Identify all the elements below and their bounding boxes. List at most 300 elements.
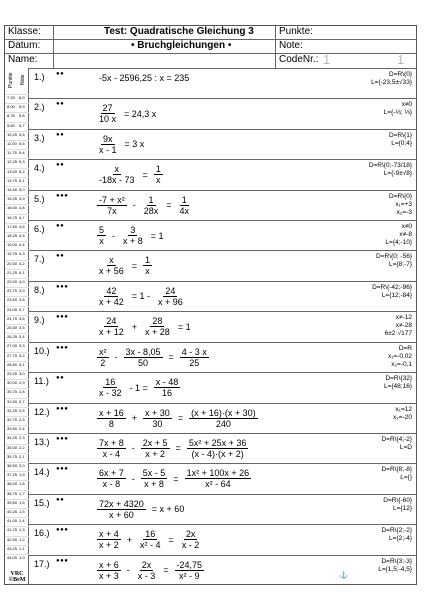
denominator: x - 4 (102, 448, 121, 459)
scale-points: 12,25 (7, 159, 18, 165)
fraction (97, 377, 124, 398)
scale-points: 11,75 (7, 150, 17, 156)
note-label: Note: (279, 40, 303, 51)
fraction (97, 468, 126, 489)
numerator: x + 30 (145, 407, 170, 418)
difficulty-dots: ●● (56, 162, 65, 169)
grading-scale-row (5, 416, 29, 424)
equation-text: + (131, 413, 138, 424)
fraction (189, 408, 258, 429)
answer-key (389, 132, 412, 148)
grading-scale-row (5, 195, 29, 203)
problem-row (29, 524, 416, 554)
grading-scale-row (5, 324, 29, 332)
problem-number: 1.) (34, 72, 45, 82)
numerator: 1 (155, 164, 161, 175)
problem-row (29, 403, 416, 433)
numerator: x² (99, 346, 107, 357)
fraction (97, 255, 126, 276)
denominator: x (145, 266, 150, 277)
fraction (178, 195, 192, 216)
header-row-3 (5, 54, 416, 68)
denominator: 8 (108, 418, 114, 429)
grading-scale-row (5, 306, 29, 314)
denominator: x - 8 (102, 479, 121, 490)
fraction (138, 529, 163, 550)
grading-scale-row (5, 526, 29, 534)
equation (97, 529, 201, 550)
answer-key (371, 71, 412, 87)
scale-grade: 5,0 (19, 187, 25, 192)
scale-points: 27,00 (7, 343, 18, 349)
scale-grade: 6,0 (19, 95, 25, 100)
denominator: 25 (189, 357, 200, 368)
scale-grade: 3,4 (19, 334, 25, 340)
equation-text: - (114, 352, 118, 363)
denominator: 50 (138, 357, 149, 368)
numerator: 7x + 8 (99, 437, 124, 448)
denominator: x + 2 (145, 448, 166, 459)
scale-grade: 4,6 (19, 223, 25, 229)
fraction (143, 316, 172, 337)
grading-scale-row (5, 168, 29, 176)
equation-text: + (126, 534, 133, 545)
answer-line: D=R (398, 344, 412, 352)
fraction (154, 164, 163, 185)
denominator: 28x (143, 205, 159, 216)
answer-line: x₁=+3 (395, 200, 412, 208)
test-title: Test: Quadratische Gleichung 3 (104, 26, 254, 37)
grading-scale-row (5, 407, 29, 415)
answer-line: x₁=12 (395, 405, 412, 413)
scale-grade: 2,7 (19, 398, 25, 404)
answer-key (393, 406, 412, 422)
problem-row (29, 129, 416, 159)
equation (97, 316, 193, 337)
difficulty-dots: ●● (56, 253, 65, 260)
problem-row (29, 463, 416, 493)
scale-points: 13,00 (7, 168, 18, 174)
denominator: x + 96 (158, 296, 183, 307)
scale-points: 31,50 (7, 398, 18, 404)
equation-text: = (166, 200, 172, 211)
difficulty-dots: ●● (56, 131, 65, 138)
problem-number: 5.) (34, 193, 45, 204)
scale-points: 26,25 (7, 334, 18, 340)
problem-row (29, 159, 416, 189)
fraction (185, 468, 252, 489)
scale-grade: 3,0 (19, 371, 25, 376)
scale-points: 25,50 (7, 325, 18, 330)
scale-grade: 4,3 (19, 251, 25, 257)
grading-scale-row (5, 223, 29, 231)
grading-scale-row (5, 361, 29, 369)
grading-scale-row (5, 112, 29, 120)
denominator: 240 (215, 418, 231, 429)
numerator: 1 (148, 194, 154, 205)
grading-scale-row (5, 444, 29, 452)
answer-key (385, 223, 412, 247)
grading-scale-row (5, 287, 29, 295)
denominator: x + 42 (99, 296, 124, 307)
scale-grade: 3,9 (19, 288, 25, 294)
grading-scale-row (5, 94, 29, 102)
scale-points: 24,75 (7, 315, 18, 321)
grading-scale-row (5, 554, 29, 562)
scale-grade: 5,3 (19, 159, 25, 165)
difficulty-dots: ●● (56, 223, 65, 230)
difficulty-dots: ●●● (56, 466, 69, 473)
denominator: x + 60 (109, 509, 134, 520)
equation-text: - (126, 565, 130, 576)
numerator: 5x - 5 (142, 468, 166, 479)
grading-scale-row (5, 499, 29, 507)
scale-points: 16,75 (7, 214, 18, 220)
problem-number: 11.) (34, 376, 49, 387)
scale-points: 20,50 (7, 260, 18, 266)
numerator: 1 (145, 255, 151, 266)
answer-line: D=R\{2;-2} (381, 527, 412, 535)
equation-text: = (177, 413, 184, 424)
problem-row (29, 555, 416, 585)
answer-line: D=R\{0} (389, 71, 412, 78)
numerator: x + 4 (99, 529, 119, 540)
grading-scale-row (5, 250, 29, 258)
grading-scale-row (5, 480, 29, 488)
scale-grade: 3,5 (19, 325, 25, 330)
numerator: 72x + 4320 (99, 498, 144, 509)
scale-points: 9,50 (7, 122, 15, 128)
scale-grade: 1,8 (19, 481, 25, 487)
publisher-logo (7, 571, 27, 583)
grading-scale-row (5, 471, 29, 479)
grading-column (5, 68, 29, 585)
answer-line: L={-⅓; ⅓} (383, 109, 412, 117)
grading-scale-row (5, 388, 29, 396)
grading-scale-row (5, 508, 29, 516)
equation-text: = (175, 443, 181, 454)
scale-points: 30,75 (7, 389, 18, 395)
scale-points: 14,50 (7, 187, 18, 192)
grading-scale-row (5, 425, 29, 433)
fraction (121, 225, 145, 246)
grading-scale-row (5, 434, 29, 442)
scale-grade: 5,8 (19, 113, 25, 119)
scale-grade: 1,9 (19, 472, 25, 478)
scale-points: 41,75 (7, 527, 18, 533)
denominator: x² - 9 (179, 570, 200, 581)
equation (97, 103, 158, 124)
grading-scale-row (5, 315, 29, 323)
scale-points: 29,25 (7, 371, 18, 376)
answer-line: D=R\{8;-8} (381, 466, 412, 474)
note-column-label: Note (20, 74, 26, 86)
fraction (180, 347, 209, 368)
scale-points: 24,00 (7, 306, 18, 312)
grading-scale-row (5, 214, 29, 222)
scale-points: 34,25 (7, 435, 18, 441)
scale-grade: 4,2 (19, 260, 25, 266)
equation-text: = (163, 565, 169, 576)
equation-text: - (132, 200, 136, 211)
grading-scale-row (5, 278, 29, 286)
grading-scale-row (5, 342, 29, 350)
equation (97, 255, 152, 276)
numerator: 5 (99, 225, 105, 236)
scale-points: 22,00 (7, 279, 18, 284)
answer-line: D=R\{0;-73/18} (368, 162, 412, 170)
difficulty-dots: ●● (56, 496, 65, 503)
denominator: x - 2 (181, 540, 200, 551)
fraction (97, 164, 137, 185)
answer-key (381, 466, 412, 482)
equation-text: = (173, 473, 179, 484)
scale-grade: 2,8 (19, 389, 25, 395)
equation (97, 499, 186, 520)
answer-line: D=R\{3;-3} (381, 557, 412, 565)
header-row-2 (5, 40, 416, 54)
difficulty-dots: ●●● (56, 283, 69, 290)
difficulty-dots: ●●● (56, 314, 69, 321)
grading-scale-row (5, 517, 29, 525)
fraction (142, 195, 161, 216)
scale-points: 42,50 (7, 536, 18, 542)
problem-number: 7.) (34, 254, 45, 265)
scale-grade: 2,6 (19, 407, 25, 413)
difficulty-dots: ●●● (56, 405, 69, 412)
scale-grade: 1,3 (19, 527, 25, 533)
denominator: 4x (179, 205, 190, 216)
worksheet (4, 25, 417, 585)
difficulty-dots: ●●● (56, 192, 69, 199)
scale-points: 10,25 (7, 131, 18, 137)
answer-line: L={} (400, 474, 412, 482)
fraction (124, 347, 163, 368)
scale-points: 8,75 (7, 113, 15, 119)
scale-grade: 3,7 (19, 306, 25, 312)
fraction (143, 408, 172, 429)
scale-grade: 3,2 (19, 352, 25, 358)
anchor-icon: ⚓ (339, 572, 348, 579)
scale-grade: 4,8 (19, 205, 25, 211)
scale-points: 19,75 (7, 251, 18, 257)
numerator: 16 (145, 529, 156, 540)
equation (97, 438, 248, 459)
fraction (97, 134, 119, 155)
answer-line: x≠0 (401, 223, 412, 231)
problem-row (29, 311, 416, 341)
code-number: 1 (323, 52, 331, 67)
denominator: x + 56 (99, 266, 124, 277)
denominator: x + 8 (144, 479, 164, 490)
fraction (97, 438, 126, 459)
scale-points: 8,00 (7, 104, 15, 110)
answer-line: x₂=-20 (393, 413, 412, 421)
equation-text: - (112, 230, 116, 241)
answer-line: D=R\{4;-2} (381, 435, 412, 443)
answer-line: x≠0 (401, 101, 412, 109)
scale-grade: 3,8 (19, 297, 25, 303)
fraction (187, 438, 249, 459)
numerator: (x + 16)·(x + 30) (191, 407, 256, 418)
grading-scale-row (5, 333, 29, 341)
scale-points: 36,50 (7, 463, 18, 468)
scale-grade: 4,5 (19, 233, 25, 238)
answer-line: L={2;-4} (389, 535, 412, 543)
equation-text: + (131, 321, 138, 332)
answer-key (381, 436, 412, 452)
numerator: x + 6 (99, 559, 119, 570)
denominator: x - 1 (99, 144, 117, 155)
scale-points: 41,00 (7, 518, 18, 524)
equation-text: = x + 60 (151, 504, 185, 515)
answer-key (376, 253, 412, 269)
equation (97, 286, 185, 307)
denominator: (x - 4)·(x + 2) (191, 448, 244, 459)
fraction (97, 195, 127, 216)
denominator: 7x (107, 205, 117, 216)
fraction (97, 316, 126, 337)
grading-scale-row (5, 490, 29, 498)
header-row-1 (5, 26, 416, 40)
scale-points: 18,25 (7, 233, 18, 238)
difficulty-dots: ●● (56, 101, 65, 108)
denominator: x² - 64 (205, 479, 231, 490)
punkte-column-label: Punkte (8, 72, 14, 88)
equation (97, 560, 204, 581)
scale-points: 40,25 (7, 509, 18, 514)
fraction (97, 286, 126, 307)
scale-grade: 3,1 (19, 361, 25, 367)
problem-row (29, 494, 416, 524)
scale-grade: 4,9 (19, 196, 25, 202)
answer-key (385, 314, 412, 338)
grading-scale-row (5, 260, 29, 268)
scale-points: 22,75 (7, 288, 18, 294)
answer-line: x₂=-3 (396, 208, 412, 216)
fraction (97, 347, 109, 368)
scale-grade: 1,2 (19, 536, 25, 542)
difficulty-dots: ●●● (56, 557, 69, 564)
fraction (97, 529, 121, 550)
punkte-label: Punkte: (279, 26, 313, 37)
equation-text: = (131, 260, 138, 271)
difficulty-dots: ●●● (56, 435, 69, 442)
equation-text: = 1 (177, 321, 191, 332)
fraction (97, 560, 121, 581)
denominator: x + 3 (99, 570, 119, 581)
scale-grade: 1,1 (19, 545, 25, 551)
difficulty-dots: ●●● (56, 527, 69, 534)
denominator: 2 (100, 357, 106, 368)
scale-grade: 3,6 (19, 315, 25, 321)
numerator: -7 + x² (99, 194, 125, 205)
scale-points: 27,75 (7, 352, 18, 358)
grading-scale-row (5, 232, 29, 240)
equation (97, 164, 163, 185)
scale-grade: 4,1 (19, 269, 25, 275)
numerator: x - 48 (155, 377, 179, 388)
problem-number: 2.) (34, 102, 45, 113)
grading-scale-row (5, 177, 29, 185)
denominator: 10 x (99, 114, 117, 125)
numerator: 24 (165, 285, 176, 296)
fraction (97, 103, 118, 124)
numerator: 6x + 7 (99, 468, 124, 479)
fraction (154, 377, 181, 398)
scale-points: 32,25 (7, 407, 18, 413)
equation (97, 408, 258, 429)
problem-row (29, 190, 416, 220)
equation (97, 195, 191, 216)
code-label: CodeNr.: (279, 54, 319, 65)
scale-points: 13,75 (7, 177, 18, 183)
scale-grade: 2,5 (19, 417, 25, 422)
answer-line: L={4;-10} (385, 239, 412, 247)
grading-scale-row (5, 131, 29, 139)
scale-points: 21,25 (7, 269, 18, 275)
grading-scale-row (5, 398, 29, 406)
problem-row (29, 372, 416, 402)
answer-line: x₂=-0,1 (391, 360, 412, 368)
scale-points: 44,00 (7, 555, 18, 560)
problem-number: 4.) (34, 163, 45, 174)
grading-scale-row (5, 269, 29, 277)
fraction (143, 255, 152, 276)
numerator: 1x² + 100x + 26 (186, 468, 250, 479)
problem-number: 17.) (34, 558, 50, 569)
numerator: 2x (141, 559, 152, 570)
scale-points: 38,75 (7, 490, 18, 496)
denominator: x + 8 (123, 236, 143, 247)
scale-points: 28,50 (7, 361, 18, 367)
equation-text: = (168, 352, 174, 363)
numerator: x (114, 164, 120, 175)
problem-number: 8.) (34, 284, 45, 295)
answer-line: D=R\{0} (389, 192, 412, 200)
answer-line: L={48;16} (383, 383, 412, 391)
answer-line: x₁=-0,02 (387, 352, 412, 360)
problem-number: 12.) (34, 406, 50, 417)
answer-key (381, 527, 412, 543)
grading-scale-row (5, 149, 29, 157)
fraction (97, 225, 106, 246)
problem-number: 3.) (34, 132, 45, 143)
denominator: x (99, 236, 104, 247)
scale-points: 30,00 (7, 380, 18, 386)
scale-grade: 2,4 (19, 426, 25, 432)
scale-points: 38,00 (7, 481, 18, 487)
denominator: x (156, 175, 161, 186)
problem-number: 13.) (34, 436, 50, 447)
scale-grade: 5,1 (19, 177, 25, 183)
grading-scale-row (5, 103, 29, 111)
fraction (141, 438, 170, 459)
numerator: 28 (152, 316, 163, 327)
answer-key (384, 375, 412, 391)
equation (97, 347, 209, 368)
scale-points: 39,50 (7, 499, 18, 505)
problem-row (29, 433, 416, 463)
fraction (175, 560, 205, 581)
equation (97, 134, 146, 155)
difficulty-dots: ●●● (56, 344, 69, 351)
answer-key (369, 162, 412, 178)
grading-scale-row (5, 158, 29, 166)
answer-line: L={12} (393, 504, 412, 512)
fraction (156, 286, 185, 307)
scale-grade: 5,9 (19, 104, 25, 110)
